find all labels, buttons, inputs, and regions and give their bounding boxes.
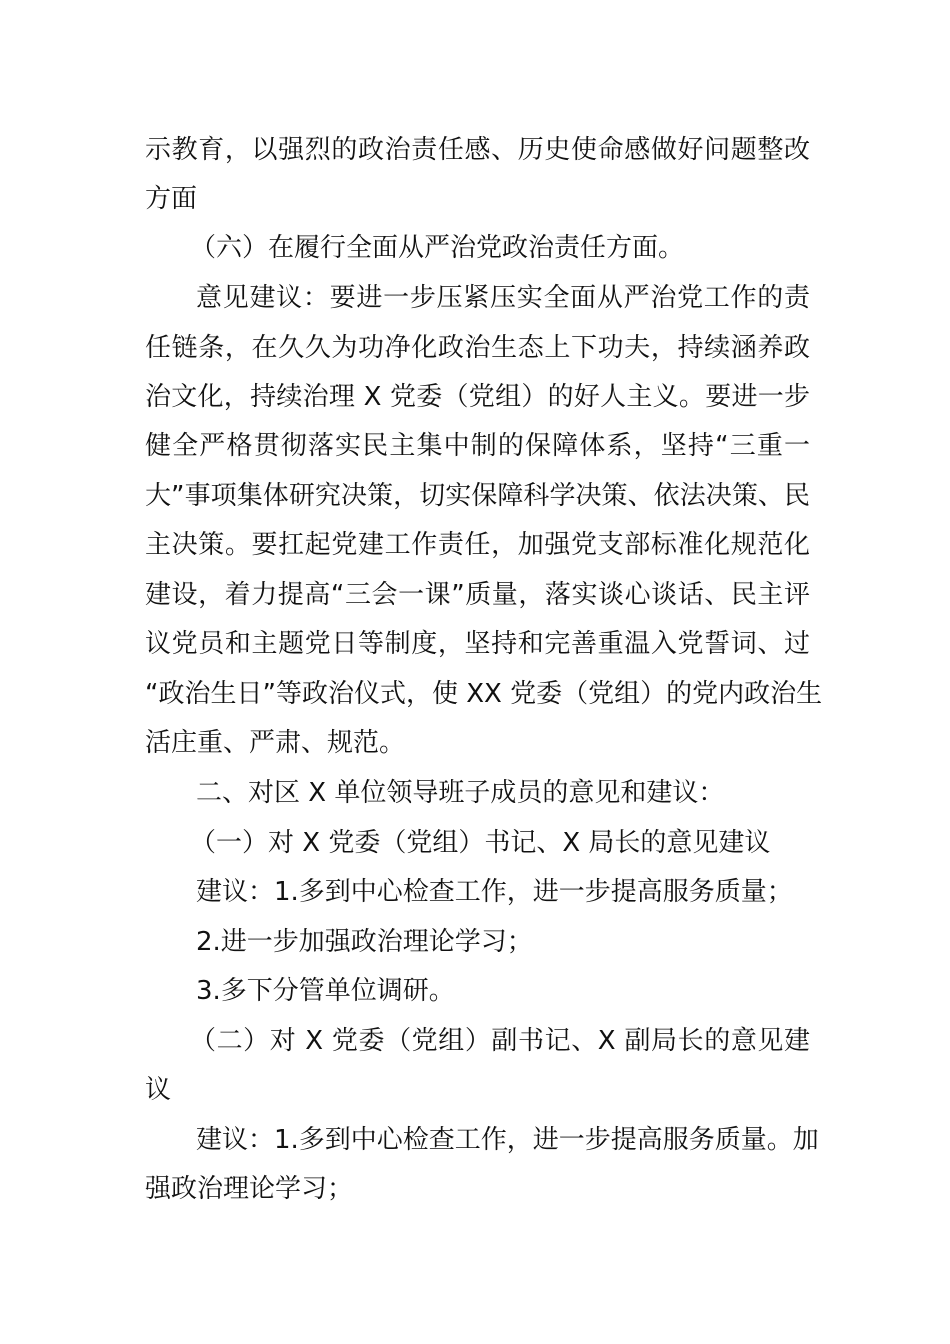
paragraph-line: 主决策。要扛起党建工作责任，加强党支部标准化规范化 (145, 530, 810, 560)
section-heading: 二、对区 X 单位领导班子成员的意见和建议： (196, 778, 725, 808)
subsection-heading: （二）对 X 党委（党组）副书记、X 副局长的意见建 (190, 1026, 810, 1056)
paragraph-line: 治文化，持续治理 X 党委（党组）的好人主义。要进一步 (145, 382, 810, 412)
paragraph-line: 意见建议：要进一步压紧压实全面从严治党工作的责 (196, 283, 810, 313)
subsection-heading: （一）对 X 党委（党组）书记、X 局长的意见建议 (190, 828, 771, 858)
paragraph-line: 3.多下分管单位调研。 (196, 976, 455, 1006)
paragraph-line: 建设，着力提高“三会一课”质量，落实谈心谈话、民主评 (145, 580, 810, 610)
paragraph-line: 议党员和主题党日等制度，坚持和完善重温入党誓词、过 (145, 629, 810, 659)
paragraph-line: 议 (145, 1075, 172, 1105)
paragraph-line: 示教育，以强烈的政治责任感、历史使命感做好问题整改 (145, 135, 810, 165)
paragraph-line: 方面 (145, 184, 198, 214)
paragraph-line: 大”事项集体研究决策，切实保障科学决策、依法决策、民 (145, 481, 810, 511)
paragraph-line: 任链条，在久久为功净化政治生态上下功夫，持续涵养政 (145, 333, 810, 363)
paragraph-line: 2.进一步加强政治理论学习； (196, 927, 533, 957)
paragraph-line: 建议：1.多到中心检查工作，进一步提高服务质量； (196, 877, 793, 907)
paragraph-line: 活庄重、严肃、规范。 (145, 728, 406, 758)
paragraph-line: 强政治理论学习； (145, 1174, 354, 1204)
paragraph-line: “政治生日”等政治仪式，使 XX 党委（党组）的党内政治生 (145, 679, 823, 709)
section-heading: （六）在履行全面从严治党政治责任方面。 (190, 233, 685, 263)
paragraph-line: 建议：1.多到中心检查工作，进一步提高服务质量。加 (196, 1125, 819, 1155)
paragraph-line: 健全严格贯彻落实民主集中制的保障体系，坚持“三重一 (145, 431, 810, 461)
